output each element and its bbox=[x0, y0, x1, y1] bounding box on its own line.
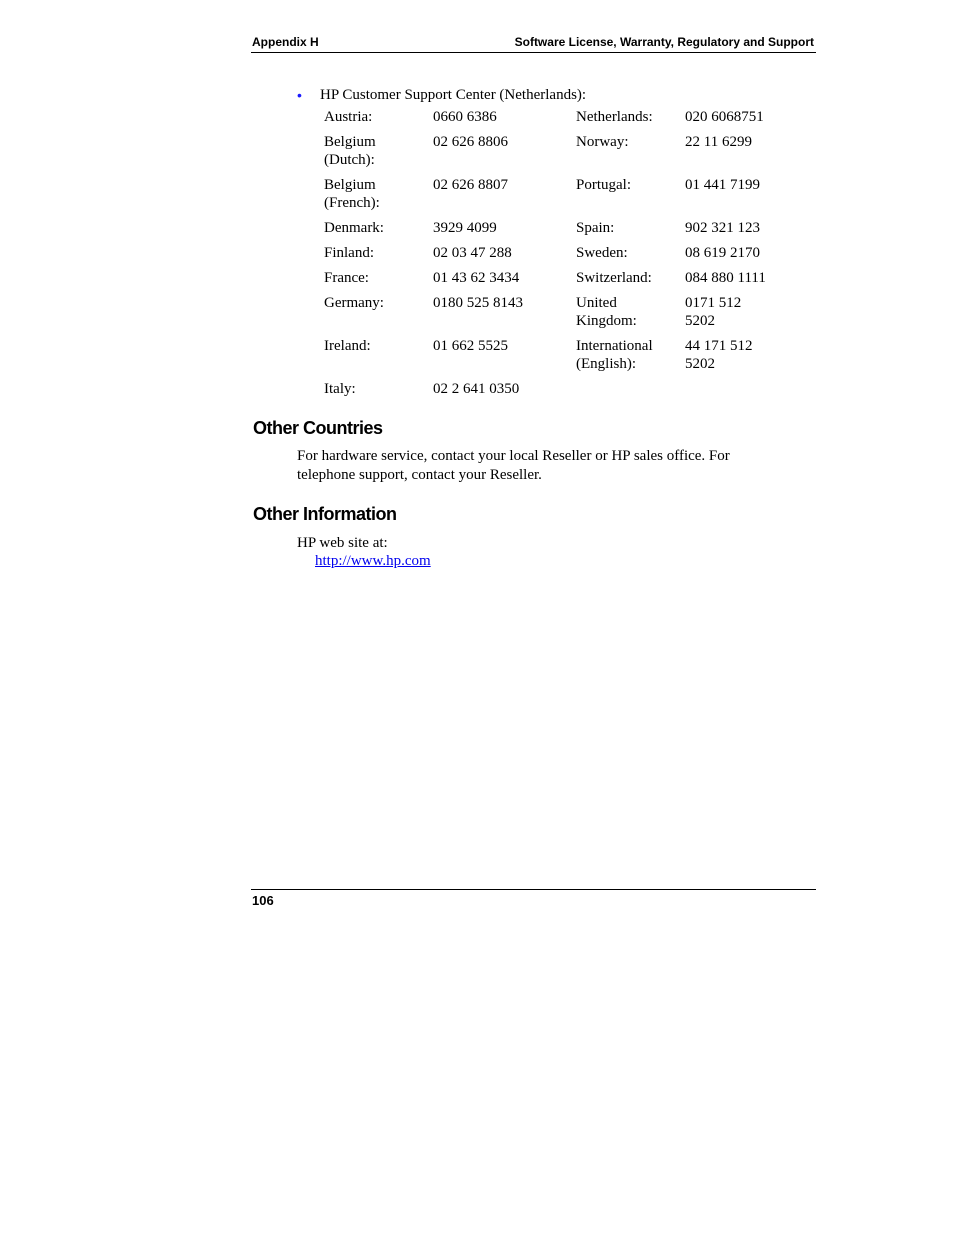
phone-number-line: 902 321 123 bbox=[685, 220, 760, 236]
phone-number: 01 662 5525 bbox=[433, 338, 508, 354]
country-label bbox=[320, 131, 429, 174]
country-label bbox=[572, 242, 681, 267]
phone-number bbox=[681, 174, 779, 217]
country-label-line: United bbox=[576, 295, 617, 311]
phone-number: 3929 4099 bbox=[433, 220, 497, 236]
phone-number: 0660 6386 bbox=[433, 109, 497, 125]
country-label-line: (French): bbox=[324, 195, 380, 211]
country-label bbox=[320, 292, 429, 335]
phone-number-line: 084 880 1111 bbox=[685, 270, 766, 286]
other-countries-heading: Other Countries bbox=[253, 418, 383, 438]
support-table-row bbox=[320, 174, 779, 217]
country-label bbox=[320, 242, 429, 267]
support-table-row bbox=[320, 335, 779, 378]
country-label bbox=[572, 378, 681, 403]
country-label bbox=[320, 174, 429, 217]
page-number: 106 bbox=[252, 893, 274, 908]
country-label-line: France: bbox=[324, 270, 369, 286]
country-label bbox=[572, 292, 681, 335]
phone-number: 02 2 641 0350 bbox=[433, 381, 520, 397]
country-label-line: Norway: bbox=[576, 134, 629, 150]
phone-number bbox=[681, 292, 779, 335]
support-phone-table bbox=[320, 106, 779, 403]
support-table-row bbox=[320, 131, 779, 174]
header-chapter-title: Software License, Warranty, Regulatory and Support bbox=[514, 35, 814, 49]
phone-number-line: 5202 bbox=[685, 313, 715, 329]
country-label bbox=[320, 106, 429, 131]
phone-number-line: 01 441 7199 bbox=[685, 177, 760, 193]
country-label bbox=[320, 378, 429, 403]
phone-number-line: 5202 bbox=[685, 356, 715, 372]
header-appendix-label: Appendix H bbox=[252, 35, 319, 49]
phone-number-line: 08 619 2170 bbox=[685, 245, 760, 261]
support-table-row bbox=[320, 106, 779, 131]
phone-number-line: 44 171 512 bbox=[685, 338, 753, 354]
country-label bbox=[572, 217, 681, 242]
phone-number bbox=[681, 242, 779, 267]
country-label-line: Finland: bbox=[324, 245, 375, 261]
country-label-line: Belgium bbox=[324, 134, 376, 150]
phone-number bbox=[681, 267, 779, 292]
support-center-title: HP Customer Support Center (Netherlands): bbox=[320, 87, 587, 103]
support-table-row bbox=[320, 378, 779, 403]
country-label-line: Spain: bbox=[576, 220, 615, 236]
support-table-row bbox=[320, 292, 779, 335]
phone-number bbox=[681, 335, 779, 378]
phone-number: 01 43 62 3434 bbox=[433, 270, 520, 286]
country-label bbox=[572, 131, 681, 174]
phone-number: 0180 525 8143 bbox=[433, 295, 523, 311]
phone-number-line: 0171 512 bbox=[685, 295, 742, 311]
bullet-icon: • bbox=[297, 87, 302, 103]
country-label bbox=[572, 174, 681, 217]
country-label-line: Denmark: bbox=[324, 220, 384, 236]
phone-number: 02 626 8807 bbox=[433, 177, 508, 193]
country-label-line: Sweden: bbox=[576, 245, 628, 261]
phone-number: 02 626 8806 bbox=[433, 134, 508, 150]
phone-number-line: 020 6068751 bbox=[685, 109, 764, 125]
country-label bbox=[320, 335, 429, 378]
phone-number bbox=[681, 378, 779, 403]
country-label-line: International bbox=[576, 338, 653, 354]
phone-number: 02 03 47 288 bbox=[433, 245, 512, 261]
country-label-line: Belgium bbox=[324, 177, 376, 193]
country-label bbox=[572, 335, 681, 378]
phone-number bbox=[681, 106, 779, 131]
phone-number bbox=[681, 131, 779, 174]
country-label bbox=[320, 217, 429, 242]
country-label-line: Netherlands: bbox=[576, 109, 653, 125]
page-footer bbox=[251, 889, 816, 908]
other-information-heading: Other Information bbox=[253, 504, 397, 524]
support-table-row bbox=[320, 217, 779, 242]
country-label-line: Portugal: bbox=[576, 177, 631, 193]
page-header bbox=[251, 34, 816, 53]
country-label-line: (Dutch): bbox=[324, 152, 375, 168]
web-site-link-container bbox=[315, 552, 795, 571]
country-label bbox=[320, 267, 429, 292]
country-label-line: (English): bbox=[576, 356, 636, 372]
hp-website-link[interactable]: http://www.hp.com bbox=[315, 553, 431, 569]
country-label bbox=[572, 106, 681, 131]
country-label-line: Ireland: bbox=[324, 338, 371, 354]
country-label-line: Switzerland: bbox=[576, 270, 652, 286]
other-countries-text: For hardware service, contact your local Reseller or HP sales office. For telephone support, contact your Reseller. bbox=[297, 448, 730, 483]
support-table-row bbox=[320, 242, 779, 267]
phone-number-line: 22 11 6299 bbox=[685, 134, 752, 150]
country-label-line: Austria: bbox=[324, 109, 373, 125]
country-label-line: Italy: bbox=[324, 381, 356, 397]
country-label-line: Kingdom: bbox=[576, 313, 637, 329]
phone-number bbox=[681, 217, 779, 242]
country-label-line: Germany: bbox=[324, 295, 384, 311]
support-table-row bbox=[320, 267, 779, 292]
web-site-label: HP web site at: bbox=[297, 535, 388, 551]
country-label bbox=[572, 267, 681, 292]
